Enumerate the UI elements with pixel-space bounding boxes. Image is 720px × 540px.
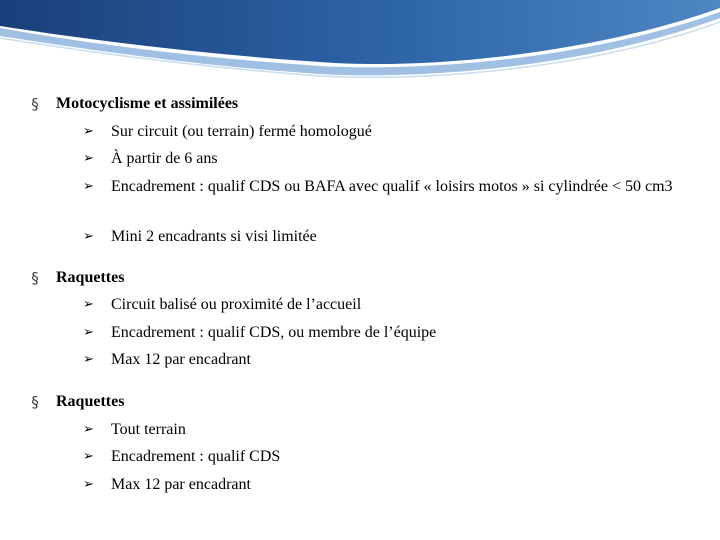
arrowhead-bullet-icon: ➢: [83, 151, 94, 166]
list-item: Mini 2 encadrants si visi limitée: [111, 228, 317, 245]
section-title: Raquettes: [56, 393, 125, 410]
list-item: À partir de 6 ans: [111, 150, 218, 167]
arrowhead-bullet-icon: ➢: [83, 229, 94, 244]
arrowhead-bullet-icon: ➢: [83, 297, 94, 312]
section-title: Raquettes: [56, 269, 125, 286]
section-title: Motocyclisme et assimilées: [56, 95, 239, 112]
list-item: Encadrement : qualif CDS ou BAFA avec qualif « loisirs motos » si cylindrée < 50 cm3: [111, 178, 673, 195]
list-item: Tout terrain: [111, 421, 186, 438]
arrowhead-bullet-icon: ➢: [83, 422, 94, 437]
list-item: Max 12 par encadrant: [111, 351, 251, 368]
arrowhead-bullet-icon: ➢: [83, 449, 94, 464]
s-shaped-bullet-icon: §: [31, 393, 39, 411]
list-item: Sur circuit (ou terrain) fermé homologué: [111, 123, 372, 140]
list-item: Max 12 par encadrant: [111, 476, 251, 493]
arrowhead-bullet-icon: ➢: [83, 124, 94, 139]
arrowhead-bullet-icon: ➢: [83, 325, 94, 340]
list-item: Encadrement : qualif CDS: [111, 448, 281, 465]
list-item: Circuit balisé ou proximité de l’accueil: [111, 296, 362, 313]
arrowhead-bullet-icon: ➢: [83, 352, 94, 367]
arrowhead-bullet-icon: ➢: [83, 477, 94, 492]
list-item: Encadrement : qualif CDS, ou membre de l’équipe: [111, 324, 437, 341]
arrowhead-bullet-icon: ➢: [83, 179, 94, 194]
s-shaped-bullet-icon: §: [31, 269, 39, 287]
s-shaped-bullet-icon: §: [31, 95, 39, 113]
